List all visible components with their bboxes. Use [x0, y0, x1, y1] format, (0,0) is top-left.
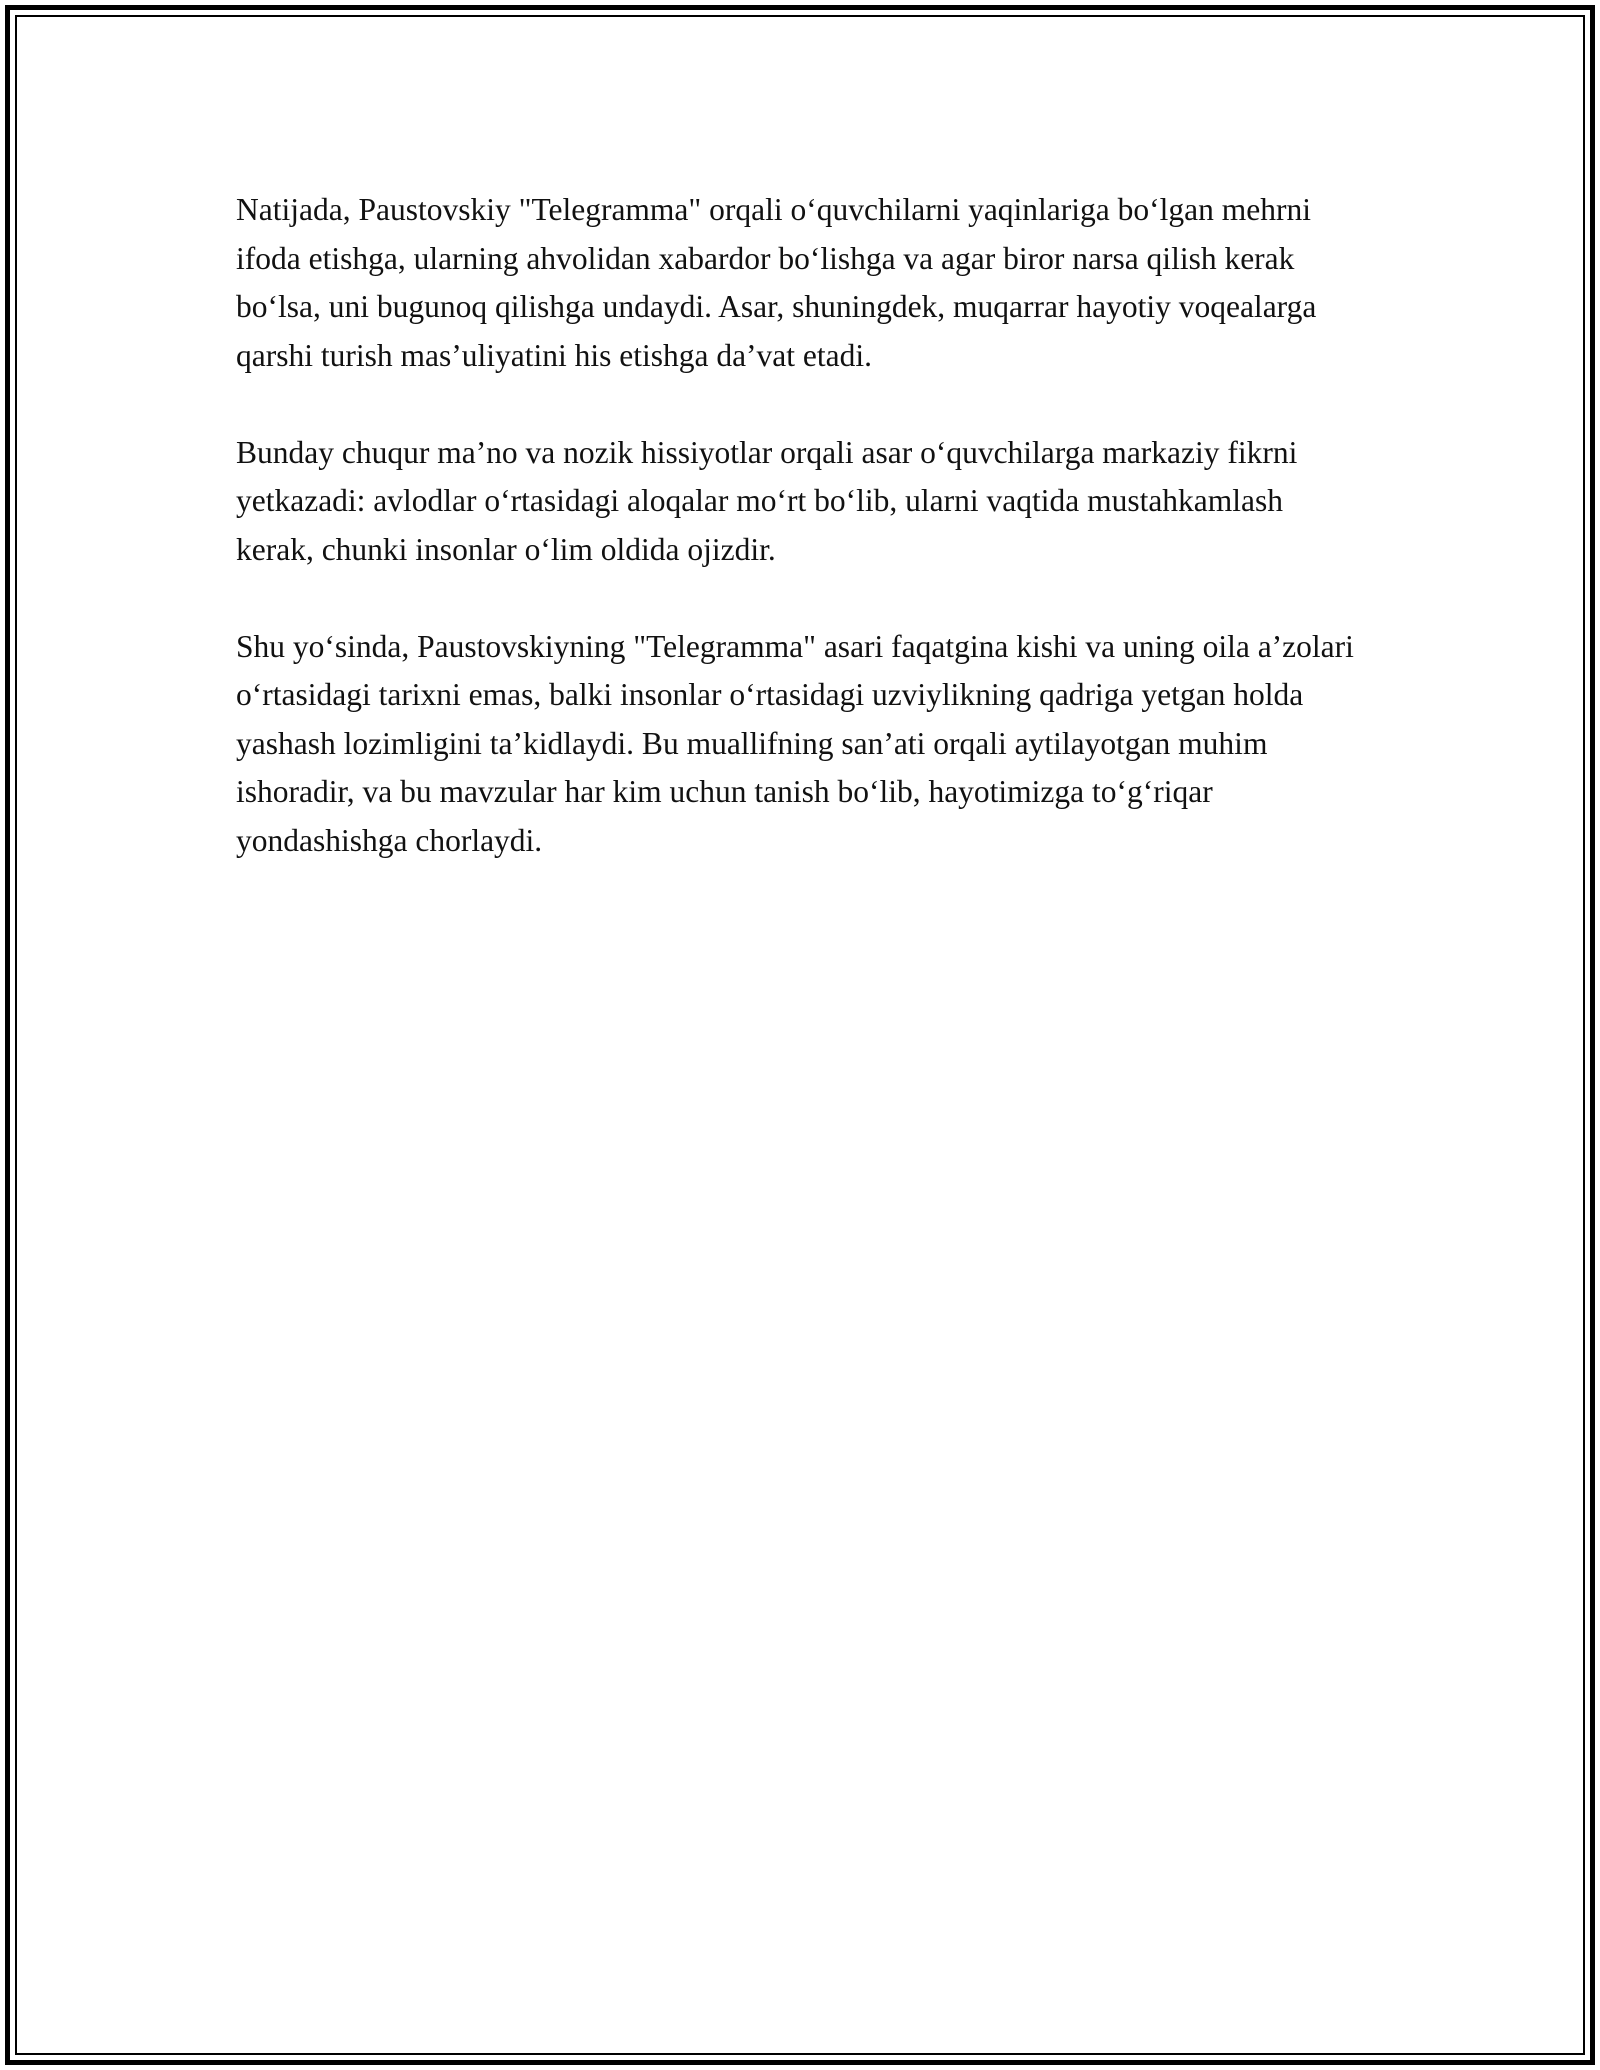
paragraph-3: Shu yo‘sinda, Paustovskiyning "Telegramma" asari faqatgina kishi va uning oila a’zolari o‘rtasidagi tarixni emas, balki insonlar o‘rtasidagi uzviylikning qadriga yetgan holda yashash lozimligini ta’kidlaydi. Bu muallifning san’ati orqali aytilayotgan muhim ishoradir, va bu mavzular har kim uchun tanish bo‘lib, hayotimizga to‘g‘riqar yondashishga chorlaydi. — [236, 628, 1354, 858]
paragraph-2: Bunday chuqur ma’no va nozik hissiyotlar orqali asar o‘quvchilarga markaziy fikrni yetkazadi: avlodlar o‘rtasidagi aloqalar mo‘rt bo‘lib, ularni vaqtida mustahkamlash kerak, chunki insonlar o‘lim oldida ojizdir. — [236, 434, 1298, 567]
document-body — [236, 186, 1366, 865]
paragraph-1: Natijada, Paustovskiy "Telegramma" orqali o‘quvchilarni yaqinlariga bo‘lgan mehrni ifoda etishga, ularning ahvolidan xabardor bo‘lishga va agar biror narsa qilish kerak bo‘lsa, uni bugunoq qilishga undaydi. Asar, shuningdek, muqarrar hayotiy voqealarga qarshi turish mas’uliyatini his etishga da’vat etadi. — [236, 192, 1317, 373]
